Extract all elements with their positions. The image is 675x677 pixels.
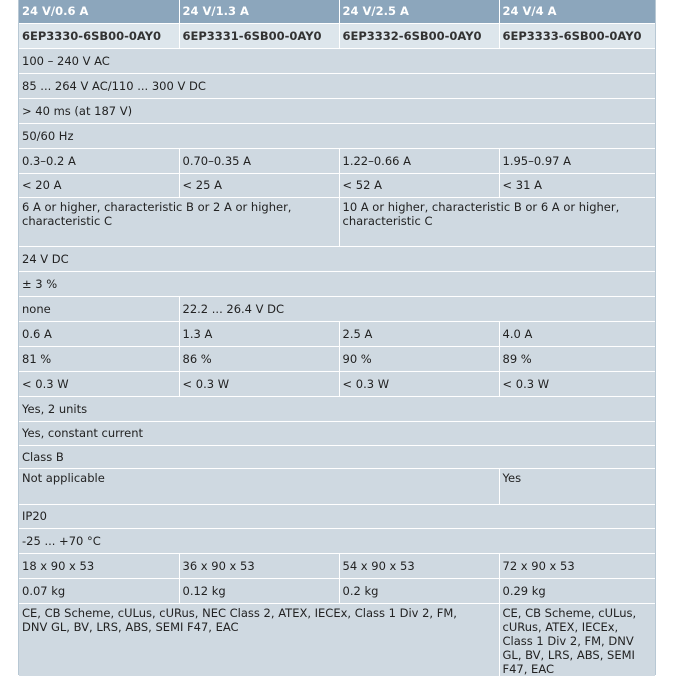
protection-cell: 10 A or higher, characteristic B or 6 A or higher, characteristic C: [339, 197, 655, 246]
table-row: [19, 504, 655, 528]
header-cell: 24 V/4 A: [499, 0, 655, 23]
inrush-cell: < 52 A: [339, 173, 499, 197]
table-row: [19, 445, 655, 468]
adjust-cell: none: [19, 296, 179, 321]
table-row: [19, 578, 655, 603]
table-row: [19, 603, 655, 676]
table-row: [19, 371, 655, 396]
output-current-cell: 4.0 A: [499, 321, 655, 346]
header-row: [19, 0, 655, 23]
order-number-cell: 6EP3332-6SB00-0AY0: [339, 23, 499, 48]
adjust-cell: 22.2 ... 26.4 V DC: [179, 296, 655, 321]
table-row: [19, 346, 655, 371]
table-row: [19, 296, 655, 321]
extra-cell: Yes: [499, 468, 655, 504]
table-right-rule: [655, 0, 656, 675]
table-row: [19, 468, 655, 504]
weight-cell: 0.2 kg: [339, 578, 499, 603]
noload-cell: < 0.3 W: [499, 371, 655, 396]
table-row: [19, 553, 655, 578]
dimensions-cell: 36 x 90 x 53: [179, 553, 339, 578]
output-current-cell: 0.6 A: [19, 321, 179, 346]
efficiency-cell: 90 %: [339, 346, 499, 371]
table-row: [19, 73, 655, 98]
approvals-cell: CE, CB Scheme, cULus, cURus, NEC Class 2, ATEX, IECEx, Class 1 Div 2, FM, DNV GL, BV, LRS, ABS, SEMI F47, EAC: [19, 603, 499, 676]
order-number-cell: 6EP3331-6SB00-0AY0: [179, 23, 339, 48]
header-cell: 24 V/0.6 A: [19, 0, 179, 23]
dimensions-cell: 72 x 90 x 53: [499, 553, 655, 578]
table-row: [19, 98, 655, 123]
ip-cell: IP20: [19, 504, 655, 528]
weight-cell: 0.29 kg: [499, 578, 655, 603]
efficiency-cell: 89 %: [499, 346, 655, 371]
input-current-cell: 0.3–0.2 A: [19, 148, 179, 173]
parallel-cell: Yes, 2 units: [19, 396, 655, 421]
table-row: [19, 528, 655, 553]
noload-cell: < 0.3 W: [19, 371, 179, 396]
noload-cell: < 0.3 W: [339, 371, 499, 396]
approvals-cell: CE, CB Scheme, cULus, cURus, ATEX, IECEx, Class 1 Div 2, FM, DNV GL, BV, LRS, ABS, SEMI F47, EAC: [499, 603, 655, 676]
order-number-cell: 6EP3330-6SB00-0AY0: [19, 23, 179, 48]
spec-table: [19, 0, 655, 677]
emc-cell: Class B: [19, 445, 655, 468]
output-current-cell: 2.5 A: [339, 321, 499, 346]
table-row: [19, 421, 655, 445]
short-circuit-cell: Yes, constant current: [19, 421, 655, 445]
inrush-cell: < 20 A: [19, 173, 179, 197]
inrush-cell: < 25 A: [179, 173, 339, 197]
input-current-cell: 1.95–0.97 A: [499, 148, 655, 173]
holdup-cell: > 40 ms (at 187 V): [19, 98, 655, 123]
temperature-cell: -25 ... +70 °C: [19, 528, 655, 553]
input-voltage-cell: 100 – 240 V AC: [19, 48, 655, 73]
header-cell: 24 V/2.5 A: [339, 0, 499, 23]
protection-cell: 6 A or higher, characteristic B or 2 A or higher, characteristic C: [19, 197, 339, 246]
table-row: [19, 271, 655, 296]
inrush-cell: < 31 A: [499, 173, 655, 197]
efficiency-cell: 81 %: [19, 346, 179, 371]
table-row: [19, 396, 655, 421]
order-number-cell: 6EP3333-6SB00-0AY0: [499, 23, 655, 48]
input-range-cell: 85 ... 264 V AC/110 ... 300 V DC: [19, 73, 655, 98]
dimensions-cell: 54 x 90 x 53: [339, 553, 499, 578]
order-number-row: [19, 23, 655, 48]
dimensions-cell: 18 x 90 x 53: [19, 553, 179, 578]
frequency-cell: 50/60 Hz: [19, 123, 655, 148]
extra-cell: Not applicable: [19, 468, 499, 504]
weight-cell: 0.12 kg: [179, 578, 339, 603]
table-row: [19, 173, 655, 197]
output-current-cell: 1.3 A: [179, 321, 339, 346]
input-current-cell: 0.70–0.35 A: [179, 148, 339, 173]
noload-cell: < 0.3 W: [179, 371, 339, 396]
input-current-cell: 1.22–0.66 A: [339, 148, 499, 173]
output-voltage-cell: 24 V DC: [19, 246, 655, 271]
weight-cell: 0.07 kg: [19, 578, 179, 603]
table-row: [19, 148, 655, 173]
table-row: [19, 48, 655, 73]
table-row: [19, 321, 655, 346]
table-row: [19, 197, 655, 246]
table-row: [19, 123, 655, 148]
table-row: [19, 246, 655, 271]
header-cell: 24 V/1.3 A: [179, 0, 339, 23]
efficiency-cell: 86 %: [179, 346, 339, 371]
tolerance-cell: ± 3 %: [19, 271, 655, 296]
